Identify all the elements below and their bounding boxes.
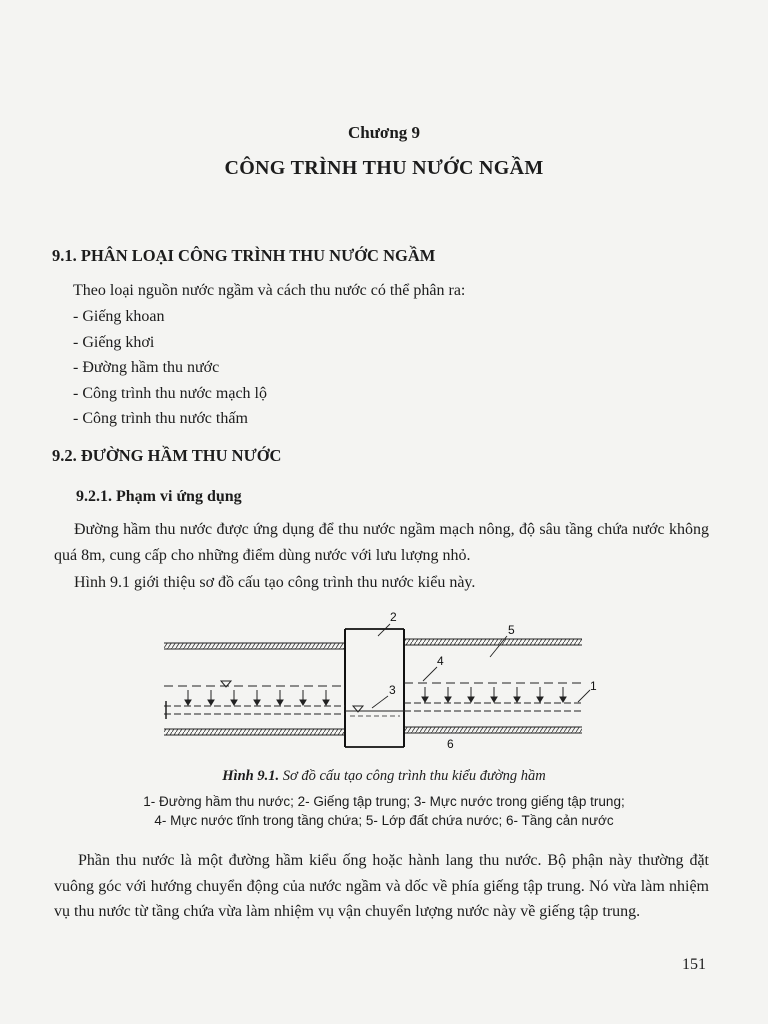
- paragraph-intake-description: Phần thu nước là một đường hầm kiểu ống hoặc hành lang thu nước. Bộ phận này thường đặt vuông góc với hướng chuyển động của nước ngầm và dốc về phía giếng tập trung. Nó vừa làm nhiệm vụ thu nước từ tầng chứa vừa làm nhiệm vụ vận chuyển lượng nước này về giếng tập trung.: [54, 852, 709, 920]
- figure-title: Sơ đồ cấu tạo công trình thu kiểu đường hầm: [279, 768, 546, 784]
- list-item: - Công trình thu nước thấm: [73, 410, 248, 427]
- chapter-label: Chương 9: [347, 123, 421, 142]
- paragraph-figure-intro: Hình 9.1 giới thiệu sơ đồ cấu tạo công trình thu nước kiểu này.: [74, 574, 476, 591]
- subsection-heading-9-2-1: 9.2.1. Phạm vi ứng dụng: [76, 488, 242, 505]
- label-3: 3: [389, 683, 396, 697]
- label-6: 6: [447, 737, 454, 751]
- figure-caption: [0, 768, 768, 785]
- inflow-arrows: [185, 687, 566, 705]
- collection-tunnel: [164, 701, 582, 719]
- figure-number: Hình 9.1.: [222, 768, 280, 784]
- impermeable-layer-band: [164, 727, 582, 735]
- list-item: - Giếng khoan: [73, 308, 165, 325]
- figure-legend-line-1: 1- Đường hầm thu nước; 2- Giếng tập trung; 3- Mực nước trong giếng tập trung;: [143, 794, 625, 809]
- list-item: - Công trình thu nước mạch lộ: [73, 384, 267, 402]
- label-4: 4: [437, 654, 444, 668]
- page-number: 151: [682, 956, 706, 973]
- list-item: - Giếng khơi: [73, 333, 155, 351]
- chapter-title: CÔNG TRÌNH THU NƯỚC NGẦM: [224, 157, 544, 179]
- label-1: 1: [590, 679, 597, 693]
- list-item: - Đường hầm thu nước: [73, 359, 220, 376]
- static-water-level: [164, 681, 582, 687]
- section-heading-9-1: 9.1. PHÂN LOẠI CÔNG TRÌNH THU NƯỚC NGẦM: [52, 246, 436, 265]
- ground-surface-band: [164, 639, 582, 649]
- label-5: 5: [508, 623, 515, 637]
- section-intro: Theo loại nguồn nước ngầm và cách thu nước có thể phân ra:: [73, 282, 466, 299]
- section-heading-9-2: 9.2. ĐƯỜNG HẦM THU NƯỚC: [52, 446, 282, 465]
- paragraph-scope: Đường hầm thu nước được ứng dụng để thu nước ngầm mạch nông, độ sâu tầng chứa nước không quá 8m, cung cấp cho những điểm dùng nước với lưu lượng nhỏ.: [54, 521, 709, 564]
- figure-legend-line-2: 4- Mực nước tĩnh trong tầng chứa; 5- Lớp đất chứa nước; 6- Tầng cản nước: [154, 813, 614, 828]
- label-2: 2: [390, 610, 397, 624]
